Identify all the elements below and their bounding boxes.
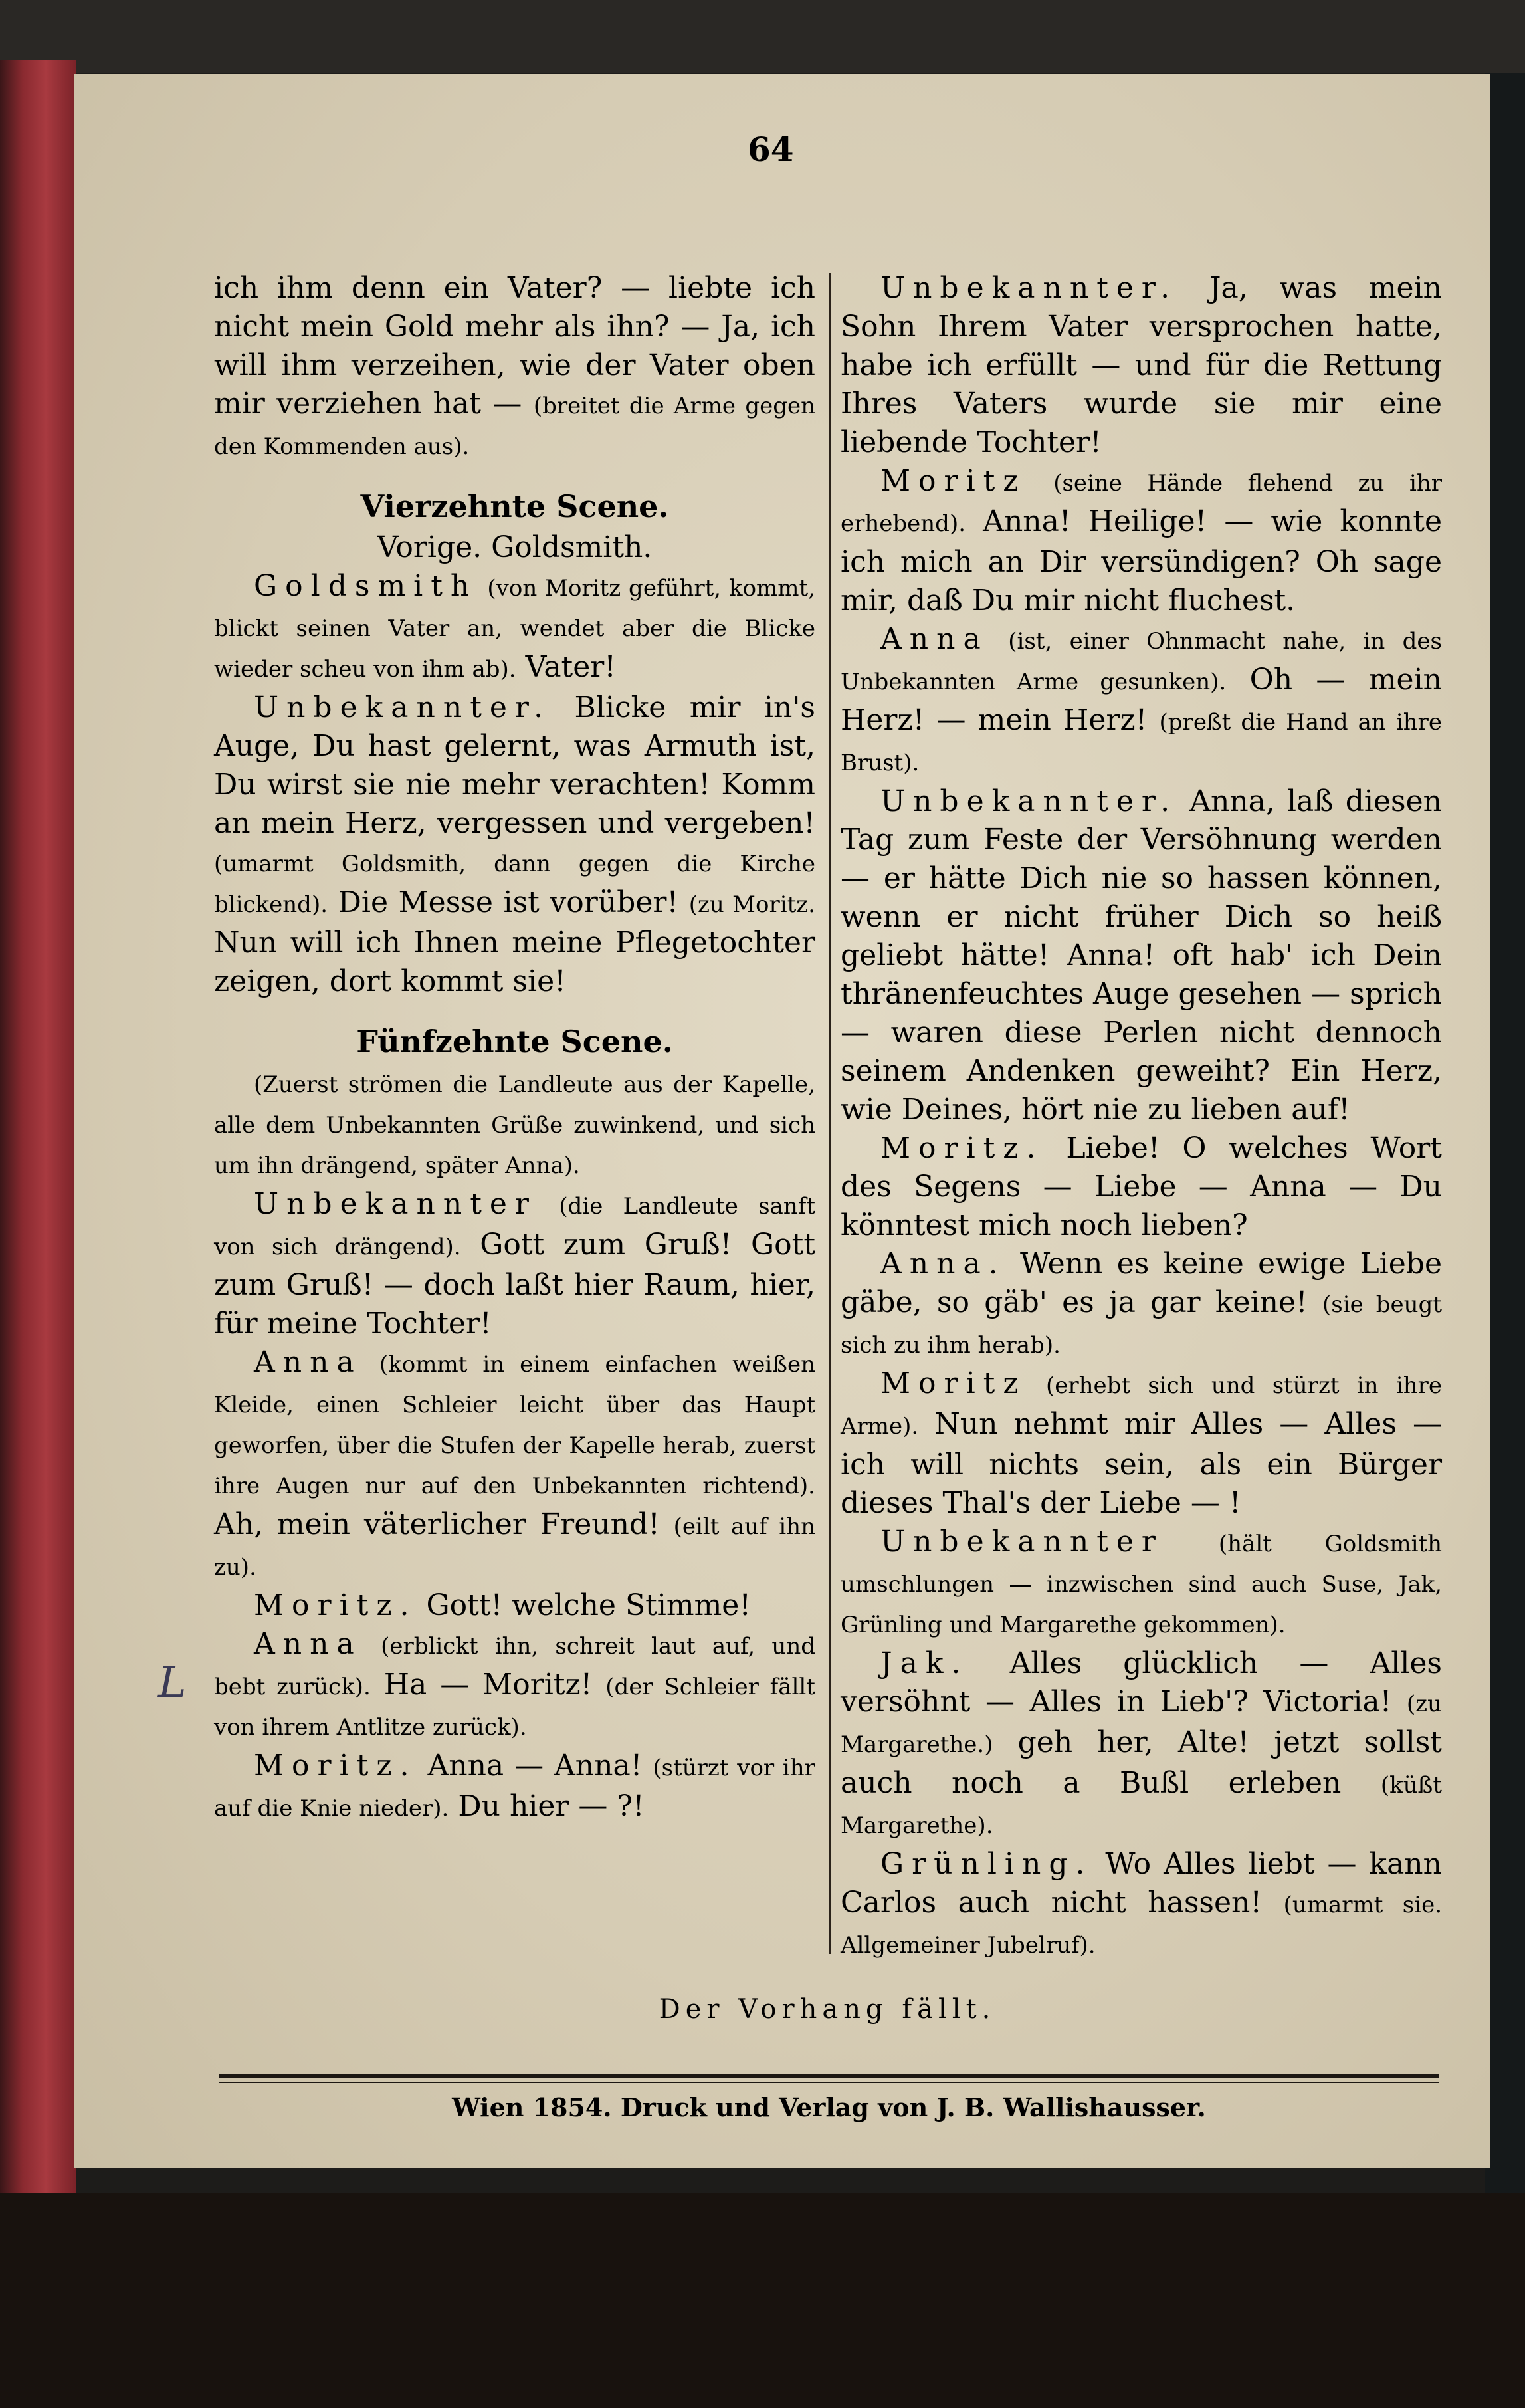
closing-line: Der Vorhang fällt.: [659, 1994, 996, 2025]
dialogue-paragraph: [214, 1343, 815, 1587]
stage-direction: (eilt auf ihn zu).: [214, 1513, 815, 1581]
speaker-name: Unbekannter: [880, 1525, 1164, 1559]
scene-heading: Fünfzehnte Scene.: [356, 1024, 673, 1059]
speaker-name: Moritz.: [254, 1588, 417, 1622]
spoken-text: Anna, laß diesen Tag zum Feste der Versöhnung werden — er hätte Dich nie so hassen können, wenn er nicht früher Dich so heiß geliebt hätte! Anna! oft hab' ich Dein thränenfeuchtes Auge gesehen — sprich — waren diese Perlen nicht dennoch seinem Andenken geweiht? Ein Herz, wie Deines, hört nie zu lieben auf!: [841, 784, 1442, 1127]
stage-direction: (die Landleute sanft von sich drängend).: [214, 1193, 815, 1260]
stage-direction: (zu Moritz.: [688, 891, 815, 918]
stage-direction: (Zuerst strömen die Landleute aus der Kapelle, alle dem Unbekannten Grüße zuwinkend, und sich um ihn drängend, später Anna).: [214, 1071, 815, 1179]
scan-background-top: [0, 0, 1525, 73]
spoken-text: Du hier — ?!: [458, 1789, 645, 1823]
speaker-name: Moritz.: [880, 1131, 1044, 1165]
dialogue-paragraph: [841, 269, 1442, 462]
speaker-name: Grünling.: [880, 1847, 1093, 1881]
spoken-text: Vater!: [525, 650, 616, 684]
dialogue-paragraph: [214, 1185, 815, 1343]
spoken-text: Wenn es keine ewige Liebe gäbe, so gäb' es ja gar keine!: [841, 1247, 1442, 1319]
spoken-text: geh her, Alte! jetzt sollst auch noch a Bußl erleben: [841, 1725, 1442, 1800]
speaker-name: Unbekannter.: [880, 271, 1178, 305]
stage-direction: (der Schleier fällt von ihrem Antlitze zurück).: [214, 1674, 815, 1741]
spoken-text: Blicke mir in's Auge, Du hast gelernt, was Armuth ist, Du wirst sie nie mehr verachten! Komm an mein Herz, vergessen und vergeben!: [214, 691, 815, 840]
stage-direction: (erblickt ihn, schreit laut auf, und bebt zurück).: [214, 1633, 815, 1700]
page-number: 64: [748, 130, 794, 169]
dialogue-paragraph: [841, 462, 1442, 620]
stage-direction: (ist, einer Ohnmacht nahe, in des Unbekannten Arme gesunken).: [841, 628, 1442, 695]
stage-direction: (seine Hände flehend zu ihr erhebend).: [841, 470, 1442, 537]
dialogue-paragraph: [841, 1245, 1442, 1365]
speaker-name: Jak.: [880, 1646, 969, 1680]
spoken-text: Gott zum Gruß! Gott zum Gruß! — doch laßt hier Raum, hier, für meine Tochter!: [214, 1228, 815, 1341]
dialogue-paragraph: [841, 1523, 1442, 1644]
dialogue-paragraph: [841, 1365, 1442, 1523]
speaker-name: Anna: [254, 1627, 362, 1661]
stage-direction: (stürzt vor ihr auf die Knie nieder).: [214, 1755, 815, 1822]
spoken-text: Liebe! O welches Wort des Segens — Liebe — Anna — Du könntest mich noch lieben?: [841, 1131, 1442, 1242]
speaker-name: Anna.: [880, 1247, 1006, 1281]
speaker-name: Unbekannter: [254, 1187, 537, 1221]
speaker-name: Unbekannter.: [880, 784, 1178, 818]
spoken-text: Anna — Anna!: [427, 1749, 643, 1783]
speaker-name: Moritz.: [254, 1749, 417, 1783]
footer-rule: [219, 2074, 1439, 2078]
spoken-text: Alles glücklich — Alles versöhnt — Alles in Lieb'? Victoria!: [841, 1646, 1442, 1719]
spoken-text: Ja, was mein Sohn Ihrem Vater versprochen hatte, habe ich erfüllt — und für die Rettung Ihres Vaters wurde sie mir eine liebende Tochter!: [841, 271, 1442, 459]
column-divider: [829, 273, 831, 1954]
dialogue-paragraph: [841, 1129, 1442, 1245]
stage-direction: (von Moritz geführt, kommt, blickt seinen Vater an, wendet aber die Blicke wieder scheu von ihm ab).: [214, 575, 815, 683]
dialogue-paragraph: [214, 1587, 815, 1625]
stage-direction: (hält Goldsmith umschlungen — inzwischen sind auch Suse, Jak, Grünling und Margarethe gekommen).: [841, 1531, 1442, 1638]
scene-heading: Vierzehnte Scene.: [360, 489, 669, 524]
handwritten-margin-mark: L: [158, 1658, 187, 1707]
spoken-text: Die Messe ist vorüber!: [338, 885, 679, 919]
dialogue-paragraph: [214, 1625, 815, 1747]
spoken-text: Nun nehmt mir Alles — Alles — ich will nichts sein, als ein Bürger dieses Thal's der Liebe — !: [841, 1407, 1442, 1520]
dialogue-paragraph: [841, 1644, 1442, 1845]
speaker-name: Anna: [880, 622, 989, 656]
stage-direction: (umarmt Goldsmith, dann gegen die Kirche blickend).: [214, 851, 815, 918]
speaker-name: Unbekannter.: [254, 691, 552, 724]
book-spine-red-edge: [0, 60, 76, 2227]
stage-direction: (kommt in einem einfachen weißen Kleide, einen Schleier leicht über das Haupt geworfen, über die Stufen der Kapelle herab, zuerst ihre Augen nur auf den Unbekannten richtend).: [214, 1351, 815, 1499]
printer-imprint: Wien 1854. Druck und Verlag von J. B. Wallishausser.: [452, 2092, 1206, 2122]
spoken-text: Gott! welche Stimme!: [426, 1588, 752, 1622]
stage-direction: (preßt die Hand an ihre Brust).: [841, 709, 1442, 776]
dialogue-paragraph: [214, 1063, 815, 1185]
dialogue-paragraph: [214, 689, 815, 1001]
left-text-column: [214, 269, 815, 1957]
dialogue-paragraph: [214, 1747, 815, 1828]
spoken-text: Nun will ich Ihnen meine Pflegetochter zeigen, dort kommt sie!: [214, 926, 815, 998]
dialogue-paragraph: [841, 1845, 1442, 1965]
dialogue-paragraph: [841, 782, 1442, 1129]
stage-direction: (breitet die Arme gegen den Kommenden aus).: [214, 393, 815, 460]
stage-direction: (sie beugt sich zu ihm herab).: [841, 1291, 1442, 1359]
speaker-name: Moritz: [880, 464, 1027, 498]
stage-direction: (erhebt sich und stürzt in ihre Arme).: [841, 1372, 1442, 1440]
speaker-name: Moritz: [880, 1367, 1027, 1400]
speaker-name: Goldsmith: [254, 569, 478, 603]
stage-direction: (küßt Margarethe).: [841, 1772, 1442, 1839]
spoken-text: Anna! Heilige! — wie konnte ich mich an Dir versündigen? Oh sage mir, daß Du mir nicht fluchest.: [841, 504, 1442, 617]
footer-rule-thin: [219, 2082, 1439, 2083]
scene-cast: Vorige. Goldsmith.: [377, 530, 653, 564]
scan-background-bottom: [0, 2193, 1525, 2408]
dialogue-paragraph: [214, 567, 815, 689]
dialogue-paragraph: [214, 269, 815, 466]
spoken-text: ich ihm denn ein Vater? — liebte ich nicht mein Gold mehr als ihn? — Ja, ich will ihm verzeihen, wie der Vater oben mir verziehen hat —: [214, 271, 815, 421]
spoken-text: Ah, mein väterlicher Freund!: [214, 1507, 660, 1541]
stage-direction: (zu Margarethe.): [841, 1691, 1442, 1758]
scan-background-right: [1485, 73, 1525, 2200]
spoken-text: Wo Alles liebt — kann Carlos auch nicht hassen!: [841, 1847, 1442, 1919]
right-text-column: [841, 269, 1442, 1957]
speaker-name: Anna: [254, 1345, 362, 1379]
spoken-text: Oh — mein Herz! — mein Herz!: [841, 663, 1442, 737]
spoken-text: Ha — Moritz!: [383, 1668, 593, 1701]
stage-direction: (umarmt sie. Allgemeiner Jubelruf).: [841, 1892, 1442, 1959]
dialogue-paragraph: [841, 620, 1442, 782]
